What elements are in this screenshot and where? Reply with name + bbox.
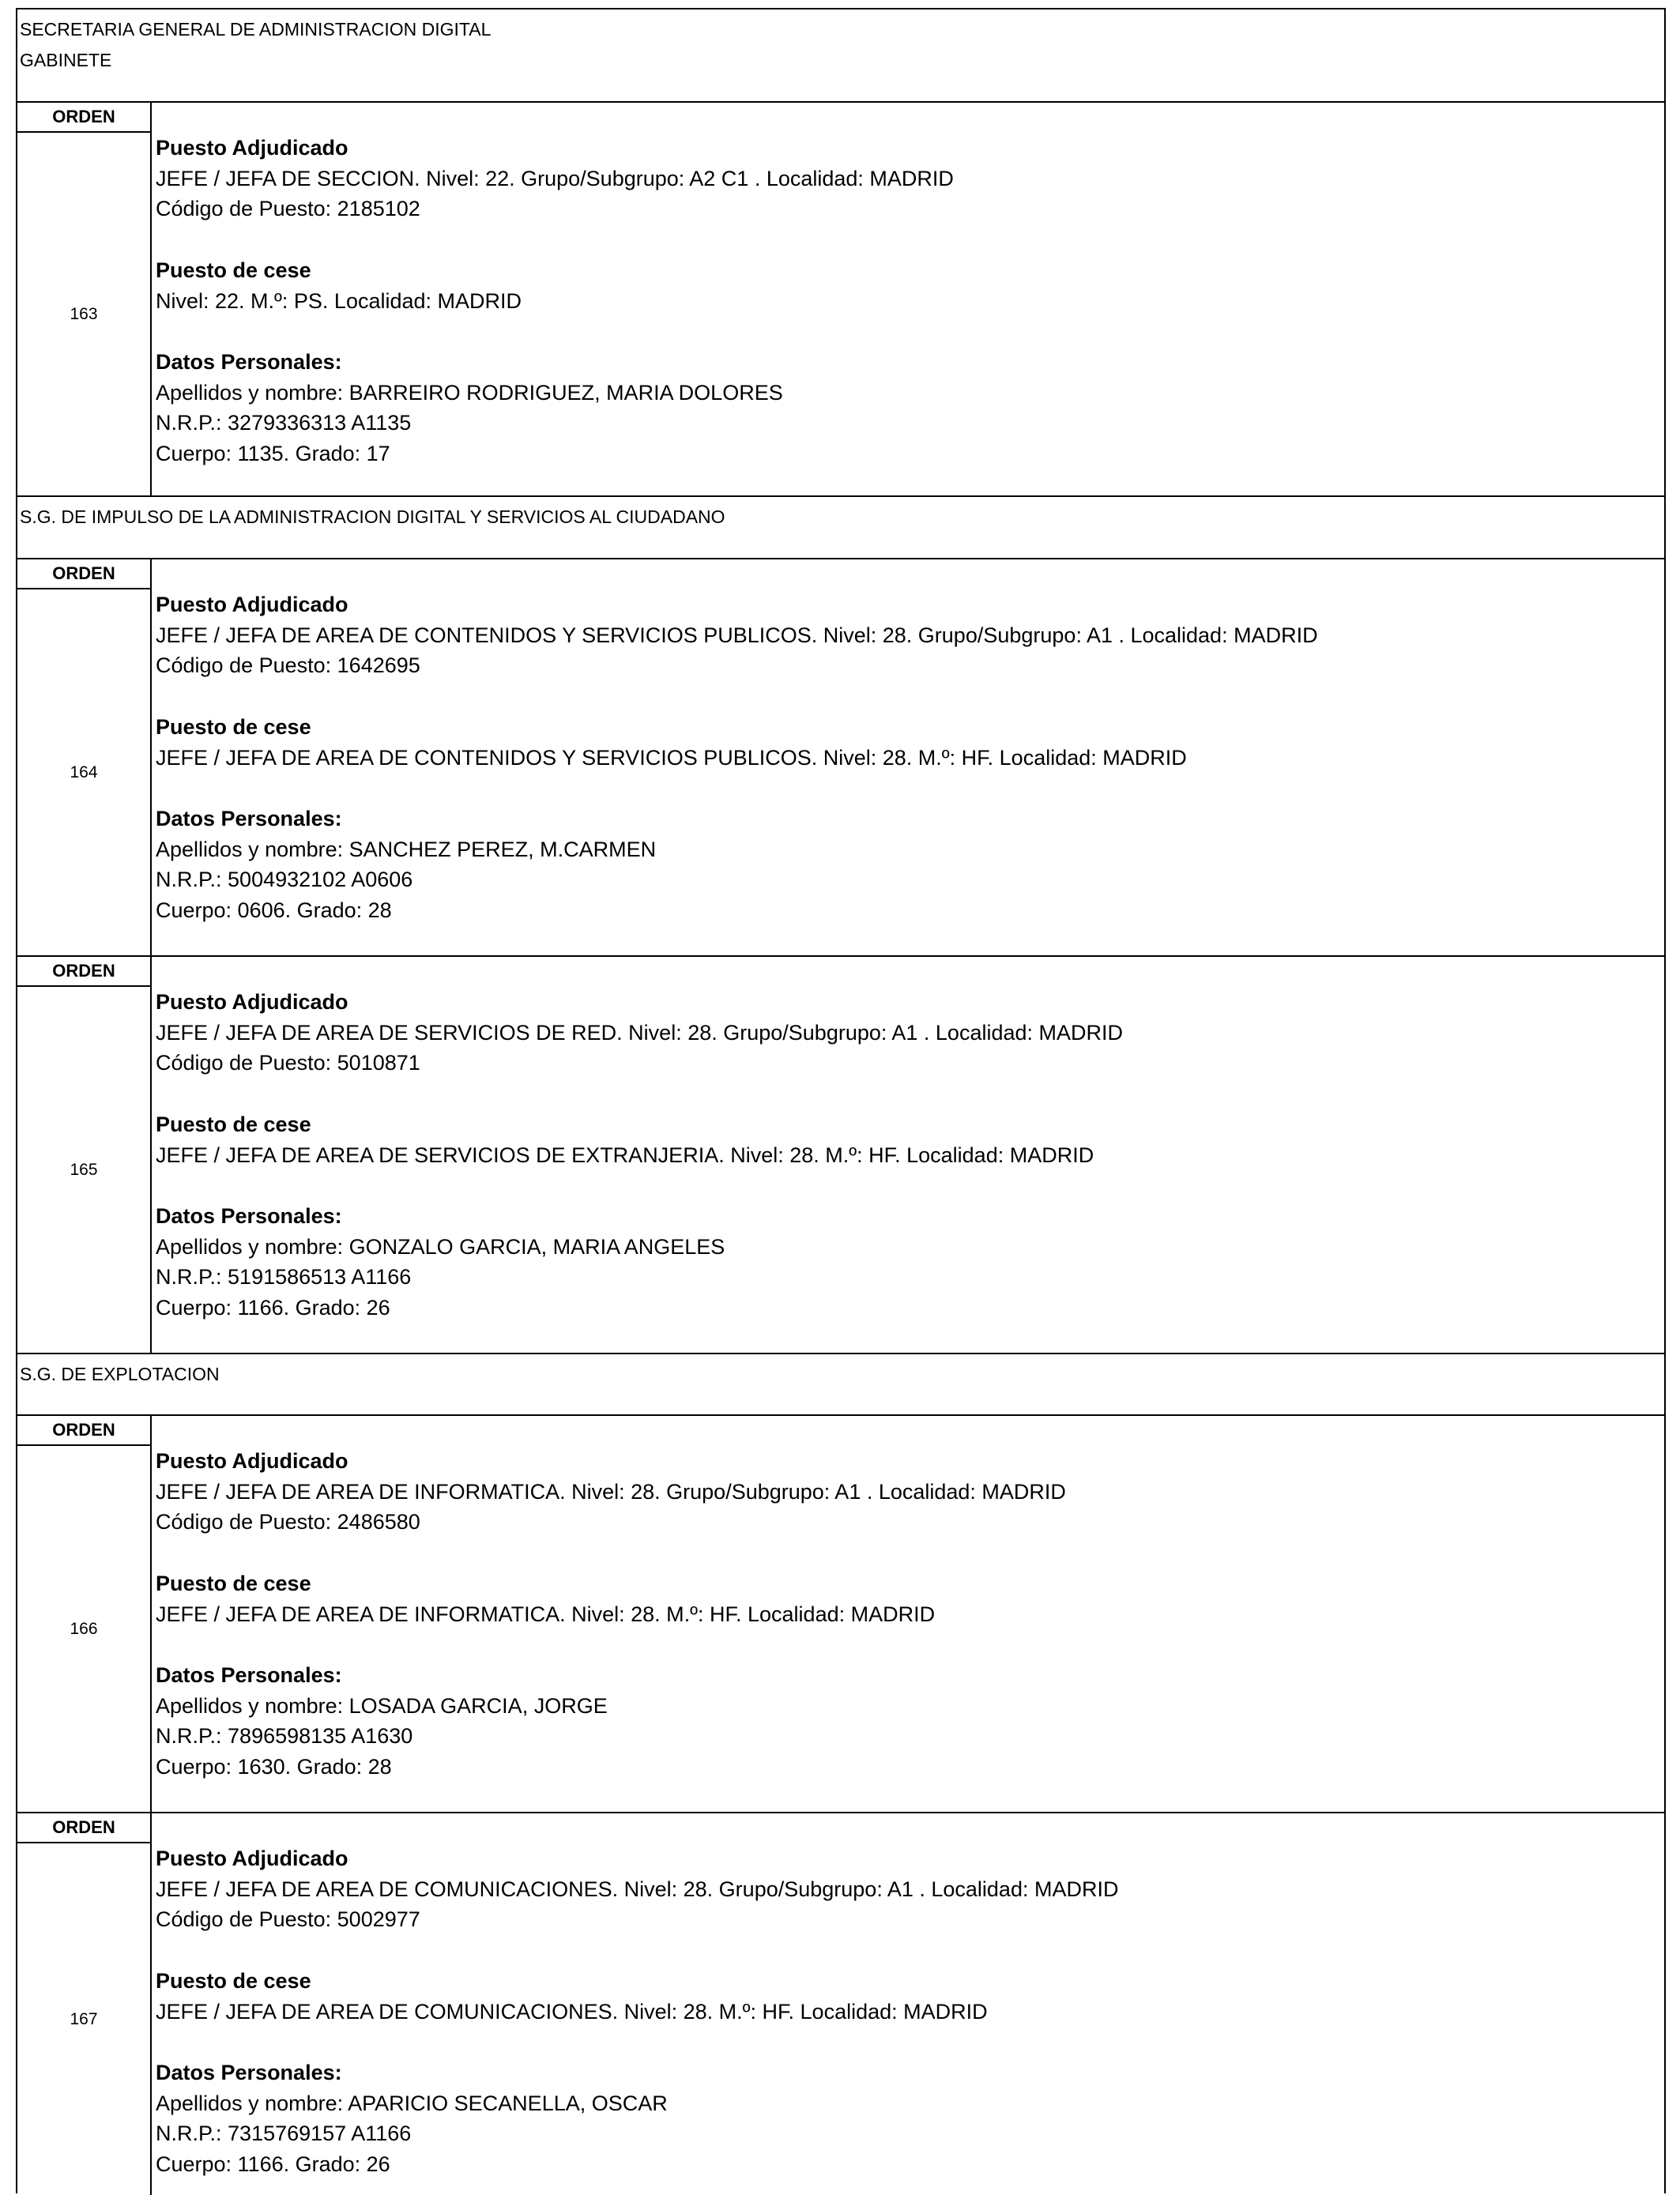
document-page [16,8,1666,2193]
puesto-cese-heading: Puesto de cese [156,1112,311,1136]
section-header [17,497,1664,559]
orden-number: 166 [70,1619,98,1638]
entry-details [156,1446,1656,1783]
section-title: S.G. DE EXPLOTACION [20,1364,220,1384]
puesto-adjudicado: JEFE / JEFA DE AREA DE INFORMATICA. Nivel: 28. Grupo/Subgrupo: A1 . Localidad: MADRID [156,1479,1066,1504]
puesto-cese-heading: Puesto de cese [156,714,311,739]
entry-167 [17,1813,1664,2195]
puesto-adjudicado-heading: Puesto Adjudicado [156,1847,348,1870]
orden-column [17,1813,152,2195]
orden-column [17,1416,152,1812]
puesto-adjudicado-heading: Puesto Adjudicado [156,1449,348,1473]
puesto-cese-heading: Puesto de cese [156,1571,311,1595]
orden-column [17,559,152,955]
nrp: N.R.P.: 7896598135 A1630 [156,1724,413,1749]
cuerpo-grado: Cuerpo: 1135. Grado: 17 [156,442,390,465]
apellidos-nombre: Apellidos y nombre: LOSADA GARCIA, JORGE [156,1693,608,1718]
puesto-cese: Nivel: 22. M.º: PS. Localidad: MADRID [156,288,522,313]
nrp: N.R.P.: 7315769157 A1166 [156,2122,412,2146]
orden-number: 163 [70,304,98,323]
orden-number: 165 [70,1160,98,1179]
orden-label: ORDEN [17,1813,150,1843]
datos-personales-heading: Datos Personales: [156,1203,342,1228]
nrp: N.R.P.: 3279336313 A1135 [156,411,412,435]
orden-label: ORDEN [17,103,150,133]
codigo-puesto: Código de Puesto: 2185102 [156,197,420,221]
entry-164 [17,559,1664,957]
puesto-cese-heading: Puesto de cese [156,258,311,282]
cuerpo-grado: Cuerpo: 1630. Grado: 28 [156,1755,392,1779]
apellidos-nombre: Apellidos y nombre: SANCHEZ PEREZ, M.CARMEN [156,837,657,861]
puesto-adjudicado: JEFE / JEFA DE AREA DE SERVICIOS DE RED. Nivel: 28. Grupo/Subgrupo: A1 . Localidad: MADRID [156,1020,1124,1045]
entry-details [156,589,1656,926]
section-title: S.G. DE IMPULSO DE LA ADMINISTRACION DIGITAL Y SERVICIOS AL CIUDADANO [20,506,725,527]
puesto-cese: JEFE / JEFA DE AREA DE CONTENIDOS Y SERVICIOS PUBLICOS. Nivel: 28. M.º: HF. Localidad: MADRID [156,745,1187,770]
orden-label: ORDEN [17,559,150,589]
codigo-puesto: Código de Puesto: 1642695 [156,653,420,678]
puesto-cese: JEFE / JEFA DE AREA DE INFORMATICA. Nivel: 28. M.º: HF. Localidad: MADRID [156,1602,936,1626]
orden-column [17,103,152,495]
organization-header [17,9,1664,103]
datos-personales-heading: Datos Personales: [156,2060,342,2084]
puesto-adjudicado: JEFE / JEFA DE AREA DE CONTENIDOS Y SERVICIOS PUBLICOS. Nivel: 28. Grupo/Subgrupo: A1 . Localidad: MADRID [156,623,1318,647]
orden-label: ORDEN [17,1416,150,1446]
puesto-adjudicado: JEFE / JEFA DE SECCION. Nivel: 22. Grupo/Subgrupo: A2 C1 . Localidad: MADRID [156,166,954,190]
entry-166 [17,1416,1664,1813]
cuerpo-grado: Cuerpo: 1166. Grado: 26 [156,2152,390,2176]
orden-label: ORDEN [17,957,150,987]
entry-165 [17,957,1664,1354]
apellidos-nombre: Apellidos y nombre: BARREIRO RODRIGUEZ, MARIA DOLORES [156,380,783,405]
entry-details [156,1843,1656,2180]
apellidos-nombre: Apellidos y nombre: GONZALO GARCIA, MARIA ANGELES [156,1234,725,1259]
organization-name: SECRETARIA GENERAL DE ADMINISTRACION DIGITAL [20,19,492,40]
unit-name: GABINETE [20,50,112,70]
puesto-cese: JEFE / JEFA DE AREA DE SERVICIOS DE EXTRANJERIA. Nivel: 28. M.º: HF. Localidad: MADRID [156,1143,1094,1167]
orden-column [17,957,152,1353]
puesto-adjudicado-heading: Puesto Adjudicado [156,990,348,1014]
codigo-puesto: Código de Puesto: 5002977 [156,1907,420,1932]
nrp: N.R.P.: 5004932102 A0606 [156,868,413,892]
nrp: N.R.P.: 5191586513 A1166 [156,1265,412,1290]
orden-number: 164 [70,762,98,781]
cuerpo-grado: Cuerpo: 0606. Grado: 28 [156,898,392,922]
cuerpo-grado: Cuerpo: 1166. Grado: 26 [156,1296,390,1320]
entry-details [156,987,1656,1323]
codigo-puesto: Código de Puesto: 5010871 [156,1051,420,1075]
puesto-cese: JEFE / JEFA DE AREA DE COMUNICACIONES. Nivel: 28. M.º: HF. Localidad: MADRID [156,1999,988,2024]
puesto-adjudicado: JEFE / JEFA DE AREA DE COMUNICACIONES. Nivel: 28. Grupo/Subgrupo: A1 . Localidad: MADRID [156,1877,1119,1901]
puesto-adjudicado-heading: Puesto Adjudicado [156,593,348,616]
section-header [17,1354,1664,1416]
codigo-puesto: Código de Puesto: 2486580 [156,1510,420,1534]
datos-personales-heading: Datos Personales: [156,349,342,374]
puesto-cese-heading: Puesto de cese [156,1968,311,1993]
orden-number: 167 [70,2009,98,2028]
datos-personales-heading: Datos Personales: [156,806,342,830]
entry-163 [17,103,1664,497]
datos-personales-heading: Datos Personales: [156,1662,342,1687]
entry-details [156,133,1656,469]
apellidos-nombre: Apellidos y nombre: APARICIO SECANELLA, OSCAR [156,2091,668,2115]
puesto-adjudicado-heading: Puesto Adjudicado [156,136,348,160]
